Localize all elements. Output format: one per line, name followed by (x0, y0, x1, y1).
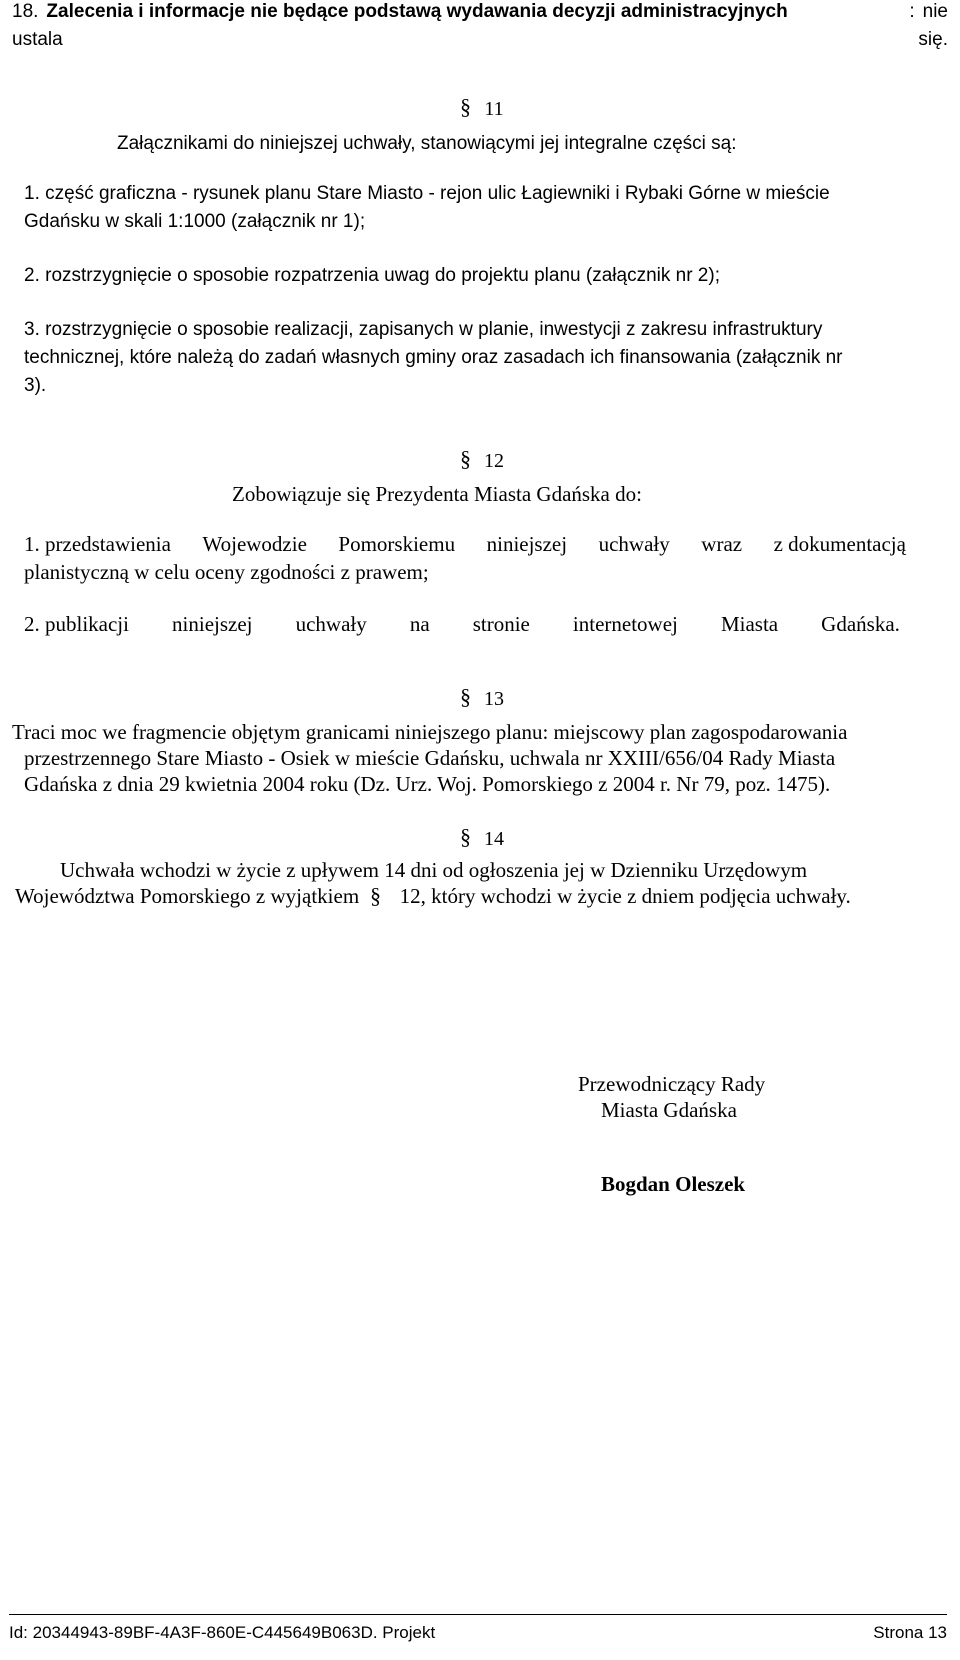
footer-page-number: Strona 13 (873, 1623, 947, 1642)
item-18-line2 (12, 26, 948, 54)
section-12-item-1-line-2: planistyczną w celu oceny zgodności z prawem; (24, 560, 429, 584)
section-11-item-1-line-2: Gdańsku w skali 1:1000 (załącznik nr 1); (24, 211, 366, 232)
footer-document-id: Id: 20344943-89BF-4A3F-860E-C445649B063D. Projekt (9, 1623, 436, 1642)
svg-text:§: § (460, 826, 471, 848)
section-14-number: 14 (484, 828, 504, 850)
section-12-item-2-word: internetowej (572, 612, 678, 636)
section-11-item-3-line-2: technicznej, które należą do zadań własnych gminy oraz zasadach ich finansowania (załącznik nr (24, 347, 843, 368)
section-12-item-2-word: na (409, 612, 430, 636)
item-18-line2-left: ustala (12, 29, 63, 50)
section-13-heading (422, 686, 542, 712)
section-14-line-2-after: 12, który wchodzi w życie z dniem podjęcia uchwały. (399, 884, 851, 908)
section-12-item-2-word: stronie (472, 612, 530, 636)
section-symbol-icon (460, 686, 474, 708)
section-13-line-1: Traci moc we fragmencie objętym granicami niniejszego planu: miejscowy plan zagospodarowania (12, 720, 848, 744)
section-12-item-2-word: uchwały (295, 612, 367, 636)
item-18-colon: : (909, 1, 915, 22)
section-symbol-icon (370, 885, 388, 907)
section-12-item-1-word: wraz (701, 532, 743, 556)
section-symbol-icon (460, 448, 474, 470)
section-14-heading (422, 826, 542, 852)
section-12-item-1-line-1 (24, 530, 906, 558)
section-12-heading (422, 448, 542, 474)
section-12-item-2-word: niniejszej (172, 612, 253, 636)
section-12-item-2-word: Gdańska. (821, 612, 900, 636)
item-18-line2-right: się. (918, 29, 948, 50)
section-13-line-3: Gdańska z dnia 29 kwietnia 2004 roku (Dz. Urz. Woj. Pomorskiego z 2004 r. Nr 79, poz. 1475). (24, 772, 831, 796)
svg-text:§: § (460, 448, 471, 470)
section-12-item-1-word: 1. przedstawienia (24, 532, 171, 556)
section-11-item-2: 2. rozstrzygnięcie o sposobie rozpatrzenia uwag do projektu planu (załącznik nr 2); (24, 265, 720, 286)
section-11-item-3-line-1: 3. rozstrzygnięcie o sposobie realizacji, zapisanych w planie, inwestycji z zakresu infrastruktury (24, 319, 823, 340)
section-14-line-2 (15, 882, 851, 910)
section-12-item-1-word: Wojewodzie (202, 532, 307, 556)
section-13-line-2: przestrzennego Stare Miasto - Osiek w mieście Gdańsku, uchwala nr XXIII/656/04 Rady Miasta (24, 746, 836, 770)
section-symbol-icon (460, 826, 474, 848)
item-18-line1 (12, 0, 948, 26)
item-18-number: 18. (12, 1, 39, 22)
page-footer (9, 1622, 947, 1644)
section-12-item-1-word: Pomorskiemu (338, 532, 456, 556)
svg-text:§: § (460, 686, 471, 708)
section-12-item-2-word: 2. publikacji (24, 612, 129, 636)
section-12-intro: Zobowiązuje się Prezydenta Miasta Gdańska do: (232, 482, 642, 506)
svg-text:§: § (460, 96, 472, 118)
signature-title-line-2: Miasta Gdańska (601, 1098, 737, 1122)
signature-title-line-1: Przewodniczący Rady (578, 1072, 766, 1096)
section-12-item-1-word: uchwały (598, 532, 670, 556)
section-12-item-2 (24, 610, 900, 638)
section-symbol-icon (460, 96, 474, 118)
signatory-name: Bogdan Oleszek (601, 1172, 746, 1196)
section-11-item-1-line-1: 1. część graficzna - rysunek planu Stare Miasto - rejon ulic Łagiewniki i Rybaki Górne w mieście (24, 183, 830, 204)
section-12-item-1-word: z dokumentacją (773, 532, 906, 556)
item-18-bold-heading: Zalecenia i informacje nie będące podstawą wydawania decyzji administracyjnych (46, 1, 788, 22)
section-14-line-2-before: Województwa Pomorskiego z wyjątkiem (15, 884, 360, 908)
item-18-tail-word: nie (922, 1, 948, 22)
section-11-item-3-line-3: 3). (24, 375, 47, 396)
section-11-number: 11 (484, 98, 504, 120)
section-11-intro: Załącznikami do niniejszej uchwały, stanowiącymi jej integralne części są: (117, 133, 737, 154)
section-12-item-2-word: Miasta (720, 612, 779, 636)
footer-divider (9, 1614, 947, 1615)
section-11-heading (422, 96, 542, 122)
section-12-item-1-word: niniejszej (486, 532, 568, 556)
section-13-number: 13 (484, 688, 504, 710)
section-12-number: 12 (484, 450, 504, 472)
section-14-line-1: Uchwała wchodzi w życie z upływem 14 dni od ogłoszenia jej w Dzienniku Urzędowym (60, 858, 808, 882)
svg-text:§: § (370, 885, 382, 907)
